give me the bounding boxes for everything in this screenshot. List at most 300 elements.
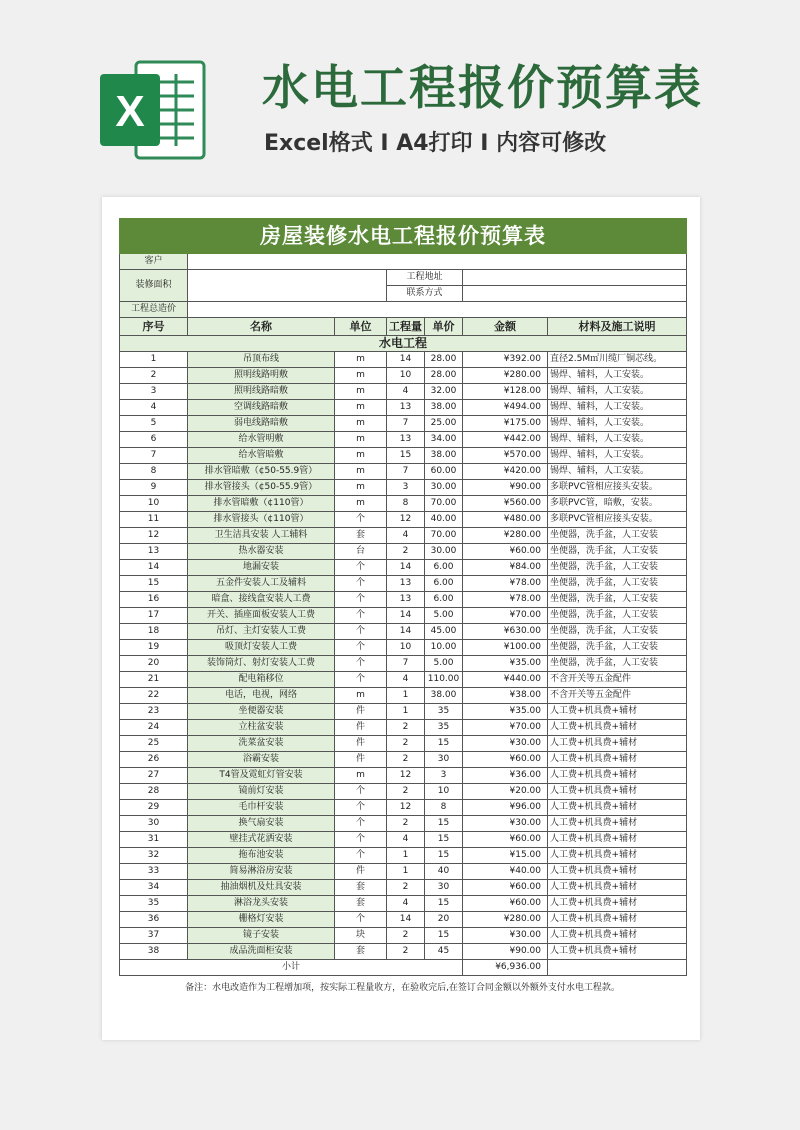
unit-price[interactable]: 15 — [425, 896, 463, 912]
item-name[interactable]: 吸顶灯安装人工费 — [188, 640, 335, 656]
item-name[interactable]: 排水管暗敷（¢110管） — [188, 496, 335, 512]
amount[interactable]: ¥70.00 — [463, 720, 548, 736]
amount[interactable]: ¥15.00 — [463, 848, 548, 864]
row-number[interactable]: 25 — [120, 736, 188, 752]
unit-price[interactable]: 20 — [425, 912, 463, 928]
quantity[interactable]: 7 — [387, 656, 425, 672]
row-number[interactable]: 5 — [120, 416, 188, 432]
amount[interactable]: ¥40.00 — [463, 864, 548, 880]
material-description[interactable]: 人工费+机具费+辅材 — [548, 912, 687, 928]
amount[interactable]: ¥30.00 — [463, 928, 548, 944]
unit[interactable]: 个 — [335, 832, 387, 848]
material-description[interactable]: 多联PVC管相应接头安装。 — [548, 480, 687, 496]
item-name[interactable]: 坐便器安装 — [188, 704, 335, 720]
unit-price[interactable]: 70.00 — [425, 528, 463, 544]
item-name[interactable]: 给水管明敷 — [188, 432, 335, 448]
unit[interactable]: m — [335, 400, 387, 416]
row-number[interactable]: 34 — [120, 880, 188, 896]
material-description[interactable]: 锡焊、辅料，人工安装。 — [548, 448, 687, 464]
material-description[interactable]: 坐便器，洗手盆，人工安装 — [548, 608, 687, 624]
material-description[interactable]: 人工费+机具费+辅材 — [548, 704, 687, 720]
unit-price[interactable]: 5.00 — [425, 656, 463, 672]
contact-field[interactable] — [463, 286, 687, 302]
material-description[interactable]: 不含开关等五金配件 — [548, 672, 687, 688]
row-number[interactable]: 11 — [120, 512, 188, 528]
unit-price[interactable]: 28.00 — [425, 368, 463, 384]
material-description[interactable]: 人工费+机具费+辅材 — [548, 848, 687, 864]
material-description[interactable]: 坐便器，洗手盆，人工安装 — [548, 656, 687, 672]
material-description[interactable]: 人工费+机具费+辅材 — [548, 816, 687, 832]
row-number[interactable]: 18 — [120, 624, 188, 640]
amount[interactable]: ¥96.00 — [463, 800, 548, 816]
item-name[interactable]: 排水管接头（¢110管） — [188, 512, 335, 528]
quantity[interactable]: 1 — [387, 704, 425, 720]
item-name[interactable]: 栅格灯安装 — [188, 912, 335, 928]
unit[interactable]: 套 — [335, 880, 387, 896]
unit-price[interactable]: 25.00 — [425, 416, 463, 432]
unit[interactable]: 件 — [335, 752, 387, 768]
item-name[interactable]: T4管及霓虹灯管安装 — [188, 768, 335, 784]
unit-price[interactable]: 15 — [425, 928, 463, 944]
quantity[interactable]: 2 — [387, 752, 425, 768]
unit-price[interactable]: 38.00 — [425, 688, 463, 704]
row-number[interactable]: 8 — [120, 464, 188, 480]
unit-price[interactable]: 15 — [425, 736, 463, 752]
item-name[interactable]: 开关、插座面板安装人工费 — [188, 608, 335, 624]
page-subtitle: Excel格式 Ⅰ A4打印 Ⅰ 内容可修改 — [264, 131, 607, 156]
amount[interactable]: ¥100.00 — [463, 640, 548, 656]
material-description[interactable]: 人工费+机具费+辅材 — [548, 832, 687, 848]
row-number[interactable]: 15 — [120, 576, 188, 592]
unit-price[interactable]: 32.00 — [425, 384, 463, 400]
unit-price[interactable]: 35 — [425, 704, 463, 720]
row-number[interactable]: 26 — [120, 752, 188, 768]
row-number[interactable]: 2 — [120, 368, 188, 384]
quantity[interactable]: 3 — [387, 480, 425, 496]
unit[interactable]: 个 — [335, 672, 387, 688]
material-description[interactable]: 坐便器，洗手盆，人工安装 — [548, 592, 687, 608]
item-name[interactable]: 热水器安装 — [188, 544, 335, 560]
material-description[interactable]: 人工费+机具费+辅材 — [548, 928, 687, 944]
row-number[interactable]: 38 — [120, 944, 188, 960]
quantity[interactable]: 14 — [387, 912, 425, 928]
budget-table — [119, 218, 687, 976]
row-number[interactable]: 7 — [120, 448, 188, 464]
amount[interactable]: ¥60.00 — [463, 832, 548, 848]
client-field[interactable] — [188, 254, 687, 270]
unit-price[interactable]: 3 — [425, 768, 463, 784]
material-description[interactable]: 锡焊、辅料，人工安装。 — [548, 416, 687, 432]
row-number[interactable]: 9 — [120, 480, 188, 496]
row-number[interactable]: 22 — [120, 688, 188, 704]
quantity[interactable]: 4 — [387, 528, 425, 544]
unit[interactable]: m — [335, 768, 387, 784]
unit-price[interactable]: 60.00 — [425, 464, 463, 480]
quantity[interactable]: 2 — [387, 736, 425, 752]
row-number[interactable]: 4 — [120, 400, 188, 416]
unit[interactable]: 件 — [335, 736, 387, 752]
unit-price[interactable]: 5.00 — [425, 608, 463, 624]
amount[interactable]: ¥560.00 — [463, 496, 548, 512]
material-description[interactable]: 人工费+机具费+辅材 — [548, 864, 687, 880]
item-name[interactable]: 空调线路暗敷 — [188, 400, 335, 416]
amount[interactable]: ¥70.00 — [463, 608, 548, 624]
table-row — [120, 624, 687, 640]
quantity[interactable]: 4 — [387, 896, 425, 912]
item-name[interactable]: 暗盒、接线盒安装人工费 — [188, 592, 335, 608]
row-number[interactable]: 35 — [120, 896, 188, 912]
unit-price[interactable]: 45.00 — [425, 624, 463, 640]
unit-price[interactable]: 30.00 — [425, 480, 463, 496]
unit[interactable]: 个 — [335, 576, 387, 592]
item-name[interactable]: 拖布池安装 — [188, 848, 335, 864]
unit[interactable]: 个 — [335, 640, 387, 656]
quantity[interactable]: 2 — [387, 928, 425, 944]
material-description[interactable]: 人工费+机具费+辅材 — [548, 752, 687, 768]
amount[interactable]: ¥60.00 — [463, 880, 548, 896]
table-row — [120, 384, 687, 400]
quantity[interactable]: 2 — [387, 816, 425, 832]
row-number[interactable]: 6 — [120, 432, 188, 448]
row-number[interactable]: 36 — [120, 912, 188, 928]
amount[interactable]: ¥420.00 — [463, 464, 548, 480]
item-name[interactable]: 地漏安装 — [188, 560, 335, 576]
subtotal-label: 小计 — [120, 960, 463, 976]
material-description[interactable]: 锡焊、辅料，人工安装。 — [548, 368, 687, 384]
subtotal-row — [120, 960, 687, 976]
row-number[interactable]: 28 — [120, 784, 188, 800]
row-number[interactable]: 10 — [120, 496, 188, 512]
item-name[interactable]: 浴霸安装 — [188, 752, 335, 768]
column-header: 工程量 — [387, 318, 425, 336]
quantity[interactable]: 13 — [387, 432, 425, 448]
area-field[interactable] — [188, 270, 387, 302]
unit[interactable]: 个 — [335, 592, 387, 608]
unit-price[interactable]: 30 — [425, 880, 463, 896]
amount[interactable]: ¥128.00 — [463, 384, 548, 400]
amount[interactable]: ¥60.00 — [463, 896, 548, 912]
amount[interactable]: ¥175.00 — [463, 416, 548, 432]
row-number[interactable]: 37 — [120, 928, 188, 944]
item-name[interactable]: 镜前灯安装 — [188, 784, 335, 800]
item-name[interactable]: 排水管暗敷（¢50-55.9管） — [188, 464, 335, 480]
quantity[interactable]: 12 — [387, 800, 425, 816]
material-description[interactable]: 人工费+机具费+辅材 — [548, 800, 687, 816]
unit[interactable]: 个 — [335, 624, 387, 640]
item-name[interactable]: 简易淋浴房安装 — [188, 864, 335, 880]
row-number[interactable]: 21 — [120, 672, 188, 688]
amount[interactable]: ¥35.00 — [463, 656, 548, 672]
table-row — [120, 896, 687, 912]
row-number[interactable]: 12 — [120, 528, 188, 544]
material-description[interactable]: 人工费+机具费+辅材 — [548, 896, 687, 912]
quantity[interactable]: 1 — [387, 688, 425, 704]
unit-price[interactable]: 45 — [425, 944, 463, 960]
quantity[interactable]: 14 — [387, 560, 425, 576]
column-header: 金额 — [463, 318, 548, 336]
unit[interactable]: 个 — [335, 912, 387, 928]
unit-price[interactable]: 110.00 — [425, 672, 463, 688]
row-number[interactable]: 29 — [120, 800, 188, 816]
amount[interactable]: ¥280.00 — [463, 528, 548, 544]
material-description[interactable]: 坐便器，洗手盆，人工安装 — [548, 640, 687, 656]
item-name[interactable]: 壁挂式花洒安装 — [188, 832, 335, 848]
quantity[interactable]: 2 — [387, 880, 425, 896]
quantity[interactable]: 12 — [387, 512, 425, 528]
quantity[interactable]: 2 — [387, 544, 425, 560]
unit[interactable]: 个 — [335, 784, 387, 800]
unit[interactable]: 套 — [335, 896, 387, 912]
unit[interactable]: m — [335, 448, 387, 464]
material-description[interactable]: 人工费+机具费+辅材 — [548, 736, 687, 752]
material-description[interactable]: 多联PVC管，暗敷，安装。 — [548, 496, 687, 512]
amount[interactable]: ¥494.00 — [463, 400, 548, 416]
amount[interactable]: ¥280.00 — [463, 368, 548, 384]
material-description[interactable]: 人工费+机具费+辅材 — [548, 784, 687, 800]
table-row — [120, 672, 687, 688]
item-name[interactable]: 吊灯、主灯安装人工费 — [188, 624, 335, 640]
table-row — [120, 464, 687, 480]
unit-price[interactable]: 15 — [425, 816, 463, 832]
quantity[interactable]: 14 — [387, 352, 425, 368]
section-title: 水电工程 — [120, 336, 687, 352]
row-number[interactable]: 33 — [120, 864, 188, 880]
unit-price[interactable]: 30.00 — [425, 544, 463, 560]
row-number[interactable]: 16 — [120, 592, 188, 608]
material-description[interactable]: 直径2.5M㎡川缆厂铜芯线。 — [548, 352, 687, 368]
amount[interactable]: ¥60.00 — [463, 752, 548, 768]
unit-price[interactable]: 30 — [425, 752, 463, 768]
column-header: 单位 — [335, 318, 387, 336]
unit-price[interactable]: 10 — [425, 784, 463, 800]
item-name[interactable]: 毛巾杆安装 — [188, 800, 335, 816]
item-name[interactable]: 照明线路暗敷 — [188, 384, 335, 400]
material-description[interactable]: 坐便器，洗手盆，人工安装 — [548, 576, 687, 592]
quantity[interactable]: 15 — [387, 448, 425, 464]
row-number[interactable]: 23 — [120, 704, 188, 720]
unit-price[interactable]: 34.00 — [425, 432, 463, 448]
item-name[interactable]: 镜子安装 — [188, 928, 335, 944]
quantity[interactable]: 13 — [387, 400, 425, 416]
row-number[interactable]: 19 — [120, 640, 188, 656]
item-name[interactable]: 照明线路明敷 — [188, 368, 335, 384]
unit[interactable]: 个 — [335, 848, 387, 864]
quantity[interactable]: 4 — [387, 384, 425, 400]
unit[interactable]: 套 — [335, 528, 387, 544]
quantity[interactable]: 10 — [387, 640, 425, 656]
material-description[interactable]: 锡焊、辅料，人工安装。 — [548, 464, 687, 480]
amount[interactable]: ¥392.00 — [463, 352, 548, 368]
unit[interactable]: m — [335, 480, 387, 496]
unit[interactable]: 个 — [335, 656, 387, 672]
logo-letter: X — [115, 87, 145, 136]
table-row — [120, 608, 687, 624]
table-row — [120, 720, 687, 736]
unit[interactable]: m — [335, 368, 387, 384]
unit-price[interactable]: 40.00 — [425, 512, 463, 528]
quantity[interactable]: 2 — [387, 944, 425, 960]
quantity[interactable]: 13 — [387, 592, 425, 608]
quantity[interactable]: 2 — [387, 720, 425, 736]
row-number[interactable]: 32 — [120, 848, 188, 864]
amount[interactable]: ¥570.00 — [463, 448, 548, 464]
material-description[interactable]: 坐便器，洗手盆，人工安装 — [548, 560, 687, 576]
quantity[interactable]: 12 — [387, 768, 425, 784]
row-number[interactable]: 1 — [120, 352, 188, 368]
row-number[interactable]: 24 — [120, 720, 188, 736]
total-field[interactable] — [188, 302, 687, 318]
table-row — [120, 640, 687, 656]
item-name[interactable]: 卫生洁具安装 人工辅料 — [188, 528, 335, 544]
row-number[interactable]: 30 — [120, 816, 188, 832]
unit[interactable]: 个 — [335, 816, 387, 832]
unit-price[interactable]: 10.00 — [425, 640, 463, 656]
quantity[interactable]: 4 — [387, 672, 425, 688]
table-row — [120, 784, 687, 800]
unit[interactable]: 个 — [335, 800, 387, 816]
item-name[interactable]: 排水管接头（¢50-55.9管） — [188, 480, 335, 496]
amount[interactable]: ¥36.00 — [463, 768, 548, 784]
quantity[interactable]: 10 — [387, 368, 425, 384]
item-name[interactable]: 五金件安装人工及辅料 — [188, 576, 335, 592]
row-number[interactable]: 13 — [120, 544, 188, 560]
table-row — [120, 864, 687, 880]
material-description[interactable]: 人工费+机具费+辅材 — [548, 880, 687, 896]
amount[interactable]: ¥35.00 — [463, 704, 548, 720]
amount[interactable]: ¥442.00 — [463, 432, 548, 448]
material-description[interactable]: 人工费+机具费+辅材 — [548, 944, 687, 960]
amount[interactable]: ¥90.00 — [463, 480, 548, 496]
item-name[interactable]: 吊顶布线 — [188, 352, 335, 368]
material-description[interactable]: 锡焊、辅料，人工安装。 — [548, 384, 687, 400]
table-row — [120, 416, 687, 432]
unit-price[interactable]: 35 — [425, 720, 463, 736]
quantity[interactable]: 7 — [387, 464, 425, 480]
item-name[interactable]: 立柱盆安装 — [188, 720, 335, 736]
quantity[interactable]: 2 — [387, 784, 425, 800]
unit-price[interactable]: 70.00 — [425, 496, 463, 512]
unit-price[interactable]: 6.00 — [425, 592, 463, 608]
item-name[interactable]: 洗菜盆安装 — [188, 736, 335, 752]
amount[interactable]: ¥280.00 — [463, 912, 548, 928]
row-number[interactable]: 14 — [120, 560, 188, 576]
amount[interactable]: ¥78.00 — [463, 592, 548, 608]
amount[interactable]: ¥38.00 — [463, 688, 548, 704]
amount[interactable]: ¥480.00 — [463, 512, 548, 528]
material-description[interactable]: 锡焊、辅料，人工安装。 — [548, 432, 687, 448]
row-number[interactable]: 31 — [120, 832, 188, 848]
table-row — [120, 352, 687, 368]
item-name[interactable]: 换气扇安装 — [188, 816, 335, 832]
unit-price[interactable]: 8 — [425, 800, 463, 816]
item-name[interactable]: 装饰筒灯、射灯安装人工费 — [188, 656, 335, 672]
unit-price[interactable]: 6.00 — [425, 576, 463, 592]
amount[interactable]: ¥90.00 — [463, 944, 548, 960]
unit[interactable]: m — [335, 688, 387, 704]
item-name[interactable]: 电话，电视，网络 — [188, 688, 335, 704]
unit-price[interactable]: 38.00 — [425, 448, 463, 464]
row-number[interactable]: 3 — [120, 384, 188, 400]
subtotal-empty-cell — [548, 960, 687, 976]
quantity[interactable]: 14 — [387, 624, 425, 640]
material-description[interactable]: 坐便器，洗手盆，人工安装 — [548, 624, 687, 640]
quantity[interactable]: 1 — [387, 848, 425, 864]
unit[interactable]: 个 — [335, 608, 387, 624]
item-name[interactable]: 给水管暗敷 — [188, 448, 335, 464]
item-name[interactable]: 成品洗面柜安装 — [188, 944, 335, 960]
quantity[interactable]: 13 — [387, 576, 425, 592]
amount[interactable]: ¥20.00 — [463, 784, 548, 800]
amount[interactable]: ¥630.00 — [463, 624, 548, 640]
unit[interactable]: m — [335, 416, 387, 432]
material-description[interactable]: 坐便器，洗手盆，人工安装 — [548, 528, 687, 544]
quantity[interactable]: 1 — [387, 864, 425, 880]
quantity[interactable]: 14 — [387, 608, 425, 624]
quantity[interactable]: 4 — [387, 832, 425, 848]
address-field[interactable] — [463, 270, 687, 286]
table-row — [120, 496, 687, 512]
row-number[interactable]: 17 — [120, 608, 188, 624]
item-name[interactable]: 抽油烟机及灶具安装 — [188, 880, 335, 896]
item-name[interactable]: 淋浴龙头安装 — [188, 896, 335, 912]
row-number[interactable]: 27 — [120, 768, 188, 784]
material-description[interactable]: 不含开关等五金配件 — [548, 688, 687, 704]
unit[interactable]: m — [335, 432, 387, 448]
material-description[interactable]: 锡焊、辅料，人工安装。 — [548, 400, 687, 416]
unit-price[interactable]: 38.00 — [425, 400, 463, 416]
area-label: 装修面积 — [120, 270, 188, 302]
unit[interactable]: 块 — [335, 928, 387, 944]
unit-price[interactable]: 6.00 — [425, 560, 463, 576]
unit[interactable]: 个 — [335, 512, 387, 528]
material-description[interactable]: 多联PVC管相应接头安装。 — [548, 512, 687, 528]
unit-price[interactable]: 40 — [425, 864, 463, 880]
amount[interactable]: ¥60.00 — [463, 544, 548, 560]
unit-price[interactable]: 15 — [425, 832, 463, 848]
client-label: 客户 — [120, 254, 188, 270]
quantity[interactable]: 7 — [387, 416, 425, 432]
table-row — [120, 560, 687, 576]
unit[interactable]: m — [335, 496, 387, 512]
spreadsheet-sheet — [102, 197, 700, 1040]
unit[interactable]: 台 — [335, 544, 387, 560]
address-label: 工程地址 — [387, 270, 463, 286]
item-name[interactable]: 配电箱移位 — [188, 672, 335, 688]
unit[interactable]: m — [335, 464, 387, 480]
unit[interactable]: 件 — [335, 704, 387, 720]
unit[interactable]: 套 — [335, 944, 387, 960]
column-header: 单价 — [425, 318, 463, 336]
amount[interactable]: ¥440.00 — [463, 672, 548, 688]
unit[interactable]: 件 — [335, 720, 387, 736]
item-name[interactable]: 弱电线路暗敷 — [188, 416, 335, 432]
material-description[interactable]: 人工费+机具费+辅材 — [548, 768, 687, 784]
material-description[interactable]: 人工费+机具费+辅材 — [548, 720, 687, 736]
unit[interactable]: 件 — [335, 864, 387, 880]
amount[interactable]: ¥30.00 — [463, 816, 548, 832]
unit[interactable]: m — [335, 352, 387, 368]
row-number[interactable]: 20 — [120, 656, 188, 672]
quantity[interactable]: 8 — [387, 496, 425, 512]
unit[interactable]: 个 — [335, 560, 387, 576]
unit-price[interactable]: 28.00 — [425, 352, 463, 368]
amount[interactable]: ¥78.00 — [463, 576, 548, 592]
unit[interactable]: m — [335, 384, 387, 400]
amount[interactable]: ¥30.00 — [463, 736, 548, 752]
unit-price[interactable]: 15 — [425, 848, 463, 864]
amount[interactable]: ¥84.00 — [463, 560, 548, 576]
material-description[interactable]: 坐便器，洗手盆，人工安装 — [548, 544, 687, 560]
